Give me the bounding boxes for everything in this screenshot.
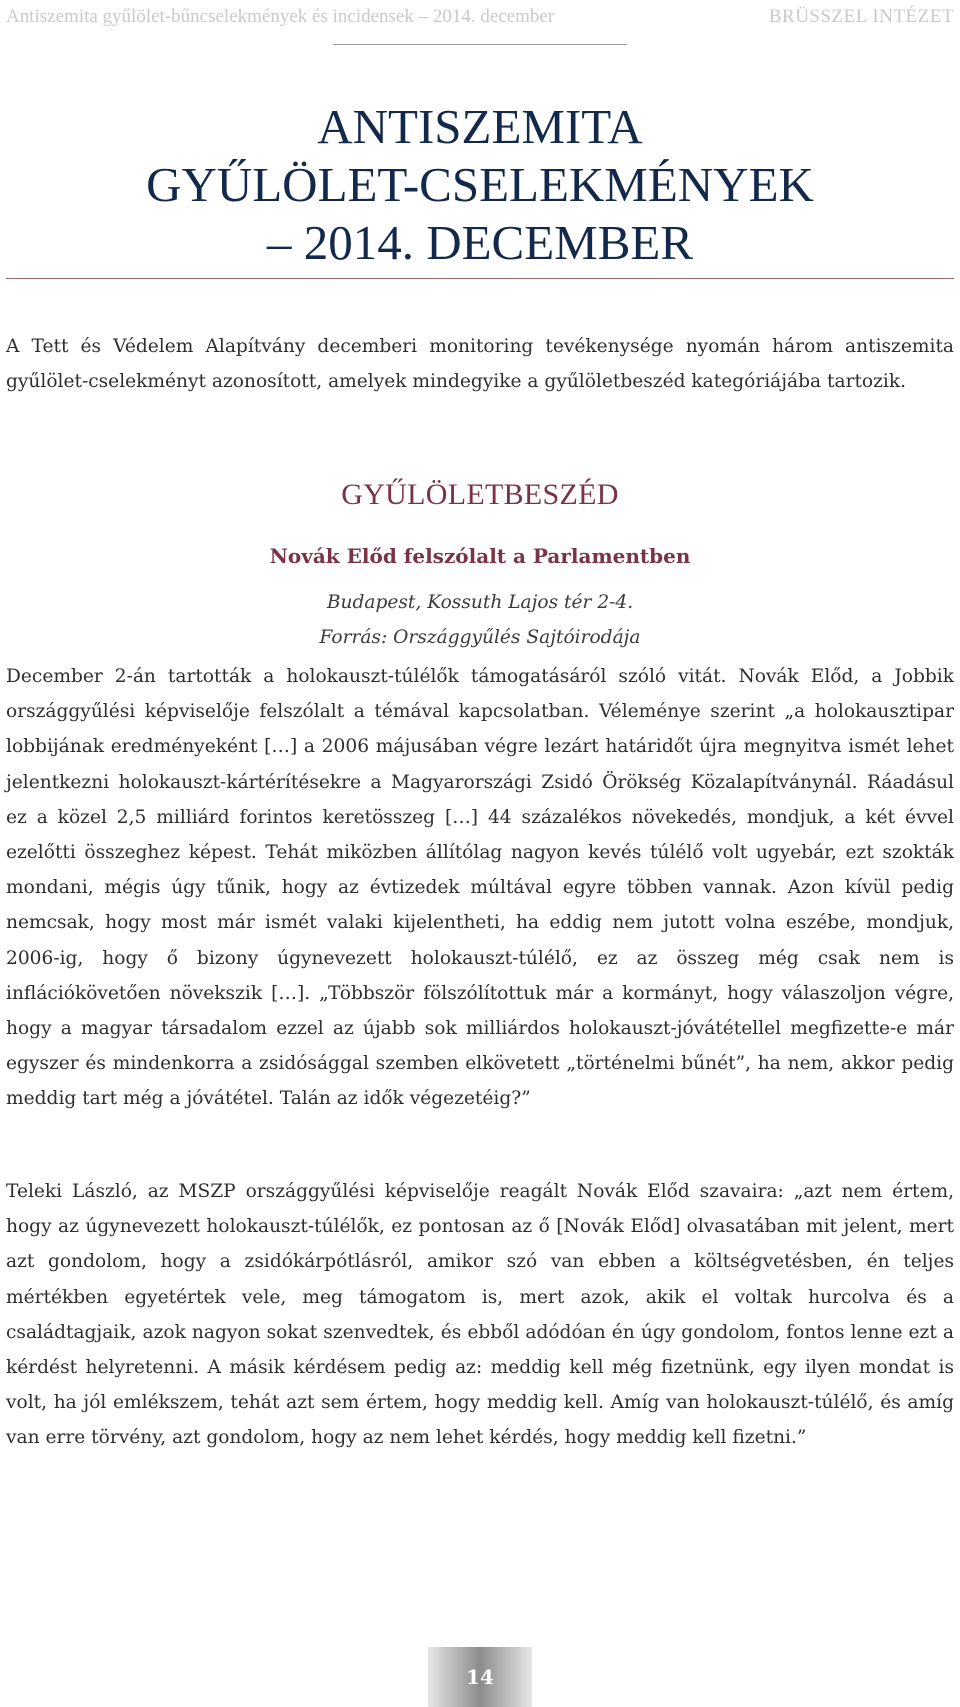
page-number: 14 xyxy=(428,1647,532,1707)
running-header-title: Antiszemita gyűlölet-bűncselekmények és incidensek – 2014. december xyxy=(6,6,555,27)
running-header xyxy=(6,6,954,32)
intro-paragraph: A Tett és Védelem Alapítvány decemberi monitoring tevékenysége nyomán három antiszemita gyűlölet-cselekményt azonosított, amelyek mindegyike a gyűlöletbeszéd kategóriájába tartozik. xyxy=(6,336,954,393)
header-divider xyxy=(333,44,627,45)
title-divider xyxy=(6,278,954,279)
page-title xyxy=(0,98,960,272)
running-header-institute: BRÜSSZEL INTÉZET xyxy=(768,6,954,27)
article-body-paragraph-1: December 2-án tartották a holokauszt-túlélők támogatásáról szóló vitát. Novák Előd, a Jobbik országgyűlési képviselője felszólalt a témával kapcsolatban. Véleménye szerint „a holokausztipar lobbijának eredményeként […] a 2006 májusában végre lezárt határidőt újra megnyitva ismét lehet jelentkezni holokauszt-kártérítésekre a Magyarországi Zsidó Örökség Közalapítványnál. Ráadásul ez a közel 2,5 milliárd forintos keretösszeg […] 44 százalékos növekedés, mondjuk, a két évvel ezelőtti összeghez képest. Tehát miközben állítólag nagyon kevés túlélő volt ugyebár, ezt szokták mondani, mégis úgy tűnik, hogy az évtizedek múltával egyre többen vannak. Azon kívül pedig nemcsak, hogy most már ismét valaki kijelentheti, ha eddig nem jutott volna eszébe, mondjuk, 2006-ig, hogy ő bizony úgynevezett holokauszt-túlélő, ez az összeg még csak nem is inflációkövetően növekszik […]. „Többször fölszólítottuk már a kormányt, hogy válaszoljon végre, hogy a magyar társadalom ezzel az újabb sok milliárdos holokauszt-jóvátétellel megfizette-e már egyszer és mindenkorra a zsidósággal szemben elkövetett „történelmi bűnét”, ha nem, akkor pedig meddig tart még a jóvátétel. Talán az idők végezetéig?” xyxy=(6,666,954,1110)
page-title-line-2: GYŰLÖLET-CSELEKMÉNYEK xyxy=(146,157,814,212)
page-title-line-1: ANTISZEMITA xyxy=(317,99,643,154)
article-source: Forrás: Országgyűlés Sajtóirodája xyxy=(319,627,641,648)
article-title: Novák Előd felszólalt a Parlamentben xyxy=(269,544,691,568)
article-body-paragraph-2: Teleki László, az MSZP országgyűlési képviselője reagált Novák Előd szavaira: „azt nem értem, hogy az úgynevezett holokauszt-túlélők, ez pontosan az ő [Novák Előd] olvasatában mit jelent, mert azt gondolom, hogy a zsidókárpótlásról, amikor szó van ebben a költségvetésben, én teljes mértékben egyetértek vele, meg támogatom is, mert azok, akik el voltak hurcolva és a családtagjaik, azok nagyon sokat szenvedtek, és ebből adódóan én úgy gondolom, fontos lenne ezt a kérdést helyretenni. A másik kérdésem pedig az: meddig kell még fizetnünk, egy ilyen mondat is volt, ha jól emlékszem, tehát azt sem értem, hogy meddig kell. Amíg van holokauszt-túlélő, és amíg van erre törvény, azt gondolom, hogy az nem lehet kérdés, hogy meddig kell fizetni.” xyxy=(6,1181,954,1449)
section-title: GYŰLÖLETBESZÉD xyxy=(341,478,619,511)
page-title-line-3: – 2014. DECEMBER xyxy=(266,215,694,270)
article-location: Budapest, Kossuth Lajos tér 2-4. xyxy=(326,592,634,613)
